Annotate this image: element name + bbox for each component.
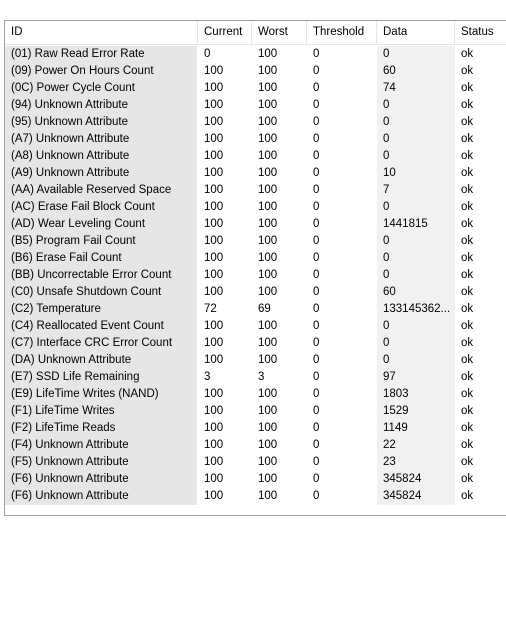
threshold-value: 0 bbox=[313, 82, 320, 94]
current-value: 0 bbox=[204, 48, 211, 60]
status-value: ok bbox=[461, 422, 474, 434]
current-value: 100 bbox=[204, 218, 224, 230]
current-value: 100 bbox=[204, 388, 224, 400]
current-value: 100 bbox=[204, 167, 224, 179]
attribute-id: (01) Raw Read Error Rate bbox=[5, 46, 197, 63]
threshold-value: 0 bbox=[313, 320, 320, 332]
raw-data-value: 74 bbox=[377, 80, 455, 97]
current-value: 100 bbox=[204, 320, 224, 332]
threshold-value: 0 bbox=[313, 439, 320, 451]
status-value: ok bbox=[461, 82, 474, 94]
worst-value: 100 bbox=[258, 82, 278, 94]
threshold-value: 0 bbox=[313, 371, 320, 383]
status-value: ok bbox=[461, 371, 474, 383]
raw-data-value: 345824 bbox=[377, 471, 455, 488]
table-row[interactable] bbox=[5, 233, 506, 250]
status-value: ok bbox=[461, 133, 474, 145]
worst-value: 100 bbox=[258, 354, 278, 366]
table-row[interactable] bbox=[5, 250, 506, 267]
raw-data-value: 1529 bbox=[377, 403, 455, 420]
status-value: ok bbox=[461, 167, 474, 179]
attribute-id: (F1) LifeTime Writes bbox=[5, 403, 197, 420]
status-value: ok bbox=[461, 252, 474, 264]
status-value: ok bbox=[461, 116, 474, 128]
worst-value: 100 bbox=[258, 473, 278, 485]
current-value: 100 bbox=[204, 354, 224, 366]
threshold-value: 0 bbox=[313, 133, 320, 145]
raw-data-value: 22 bbox=[377, 437, 455, 454]
threshold-value: 0 bbox=[313, 184, 320, 196]
raw-data-value: 0 bbox=[377, 148, 455, 165]
table-row[interactable] bbox=[5, 63, 506, 80]
threshold-value: 0 bbox=[313, 269, 320, 281]
status-value: ok bbox=[461, 456, 474, 468]
worst-value: 3 bbox=[258, 371, 265, 383]
table-row[interactable] bbox=[5, 437, 506, 454]
worst-value: 100 bbox=[258, 150, 278, 162]
attribute-id: (09) Power On Hours Count bbox=[5, 63, 197, 80]
table-row[interactable] bbox=[5, 301, 506, 318]
table-row[interactable] bbox=[5, 471, 506, 488]
status-value: ok bbox=[461, 235, 474, 247]
threshold-value: 0 bbox=[313, 303, 320, 315]
attribute-id: (AD) Wear Leveling Count bbox=[5, 216, 197, 233]
current-value: 3 bbox=[204, 371, 211, 383]
raw-data-value: 60 bbox=[377, 284, 455, 301]
raw-data-value: 7 bbox=[377, 182, 455, 199]
status-value: ok bbox=[461, 388, 474, 400]
worst-value: 100 bbox=[258, 269, 278, 281]
table-row[interactable] bbox=[5, 318, 506, 335]
current-value: 100 bbox=[204, 99, 224, 111]
table-row[interactable] bbox=[5, 80, 506, 97]
worst-value: 100 bbox=[258, 388, 278, 400]
attribute-id: (C4) Reallocated Event Count bbox=[5, 318, 197, 335]
attribute-id: (B6) Erase Fail Count bbox=[5, 250, 197, 267]
attribute-id: (C7) Interface CRC Error Count bbox=[5, 335, 197, 352]
status-value: ok bbox=[461, 150, 474, 162]
status-value: ok bbox=[461, 48, 474, 60]
threshold-value: 0 bbox=[313, 286, 320, 298]
status-value: ok bbox=[461, 99, 474, 111]
current-value: 100 bbox=[204, 201, 224, 213]
table-row[interactable] bbox=[5, 352, 506, 369]
attribute-id: (A8) Unknown Attribute bbox=[5, 148, 197, 165]
status-value: ok bbox=[461, 303, 474, 315]
column-header-id[interactable]: ID bbox=[5, 21, 198, 44]
current-value: 100 bbox=[204, 184, 224, 196]
attribute-id: (B5) Program Fail Count bbox=[5, 233, 197, 250]
attribute-id: (A9) Unknown Attribute bbox=[5, 165, 197, 182]
raw-data-value: 0 bbox=[377, 352, 455, 369]
threshold-value: 0 bbox=[313, 48, 320, 60]
attribute-id: (BB) Uncorrectable Error Count bbox=[5, 267, 197, 284]
attribute-id: (A7) Unknown Attribute bbox=[5, 131, 197, 148]
table-row[interactable] bbox=[5, 335, 506, 352]
current-value: 100 bbox=[204, 286, 224, 298]
attribute-id: (DA) Unknown Attribute bbox=[5, 352, 197, 369]
current-value: 100 bbox=[204, 490, 224, 502]
current-value: 100 bbox=[204, 65, 224, 77]
table-row[interactable] bbox=[5, 131, 506, 148]
worst-value: 100 bbox=[258, 116, 278, 128]
raw-data-value: 133145362... bbox=[377, 301, 455, 318]
column-header-status[interactable]: Status bbox=[461, 26, 494, 38]
threshold-value: 0 bbox=[313, 150, 320, 162]
raw-data-value: 23 bbox=[377, 454, 455, 471]
status-value: ok bbox=[461, 490, 474, 502]
threshold-value: 0 bbox=[313, 456, 320, 468]
status-value: ok bbox=[461, 65, 474, 77]
attribute-id: (95) Unknown Attribute bbox=[5, 114, 197, 131]
current-value: 100 bbox=[204, 473, 224, 485]
column-header-current[interactable]: Current bbox=[198, 21, 252, 44]
status-value: ok bbox=[461, 320, 474, 332]
threshold-value: 0 bbox=[313, 116, 320, 128]
current-value: 72 bbox=[204, 303, 217, 315]
attribute-id: (F6) Unknown Attribute bbox=[5, 471, 197, 488]
current-value: 100 bbox=[204, 337, 224, 349]
status-value: ok bbox=[461, 218, 474, 230]
threshold-value: 0 bbox=[313, 405, 320, 417]
threshold-value: 0 bbox=[313, 422, 320, 434]
status-value: ok bbox=[461, 337, 474, 349]
attribute-id: (0C) Power Cycle Count bbox=[5, 80, 197, 97]
threshold-value: 0 bbox=[313, 167, 320, 179]
raw-data-value: 0 bbox=[377, 131, 455, 148]
current-value: 100 bbox=[204, 82, 224, 94]
current-value: 100 bbox=[204, 252, 224, 264]
worst-value: 100 bbox=[258, 65, 278, 77]
attribute-id: (AA) Available Reserved Space bbox=[5, 182, 197, 199]
threshold-value: 0 bbox=[313, 252, 320, 264]
attribute-id: (E7) SSD Life Remaining bbox=[5, 369, 197, 386]
worst-value: 100 bbox=[258, 218, 278, 230]
raw-data-value: 345824 bbox=[377, 488, 455, 505]
worst-value: 100 bbox=[258, 133, 278, 145]
threshold-value: 0 bbox=[313, 201, 320, 213]
current-value: 100 bbox=[204, 235, 224, 247]
smart-attributes-list[interactable] bbox=[4, 20, 506, 516]
raw-data-value: 0 bbox=[377, 250, 455, 267]
worst-value: 100 bbox=[258, 99, 278, 111]
raw-data-value: 60 bbox=[377, 63, 455, 80]
table-row[interactable] bbox=[5, 148, 506, 165]
attribute-id: (C2) Temperature bbox=[5, 301, 197, 318]
raw-data-value: 1803 bbox=[377, 386, 455, 403]
raw-data-value: 0 bbox=[377, 46, 455, 63]
table-row[interactable] bbox=[5, 46, 506, 63]
worst-value: 100 bbox=[258, 337, 278, 349]
table-row[interactable] bbox=[5, 369, 506, 386]
attribute-id: (C0) Unsafe Shutdown Count bbox=[5, 284, 197, 301]
attribute-id: (94) Unknown Attribute bbox=[5, 97, 197, 114]
threshold-value: 0 bbox=[313, 65, 320, 77]
table-row[interactable] bbox=[5, 97, 506, 114]
attribute-id: (F6) Unknown Attribute bbox=[5, 488, 197, 505]
worst-value: 100 bbox=[258, 201, 278, 213]
raw-data-value: 0 bbox=[377, 267, 455, 284]
current-value: 100 bbox=[204, 269, 224, 281]
status-value: ok bbox=[461, 201, 474, 213]
column-header-threshold[interactable]: Threshold bbox=[307, 21, 377, 44]
status-value: ok bbox=[461, 354, 474, 366]
worst-value: 100 bbox=[258, 439, 278, 451]
table-row[interactable] bbox=[5, 114, 506, 131]
attribute-id: (F4) Unknown Attribute bbox=[5, 437, 197, 454]
worst-value: 100 bbox=[258, 320, 278, 332]
current-value: 100 bbox=[204, 422, 224, 434]
current-value: 100 bbox=[204, 150, 224, 162]
attribute-id: (E9) LifeTime Writes (NAND) bbox=[5, 386, 197, 403]
worst-value: 100 bbox=[258, 252, 278, 264]
raw-data-value: 0 bbox=[377, 199, 455, 216]
raw-data-value: 0 bbox=[377, 97, 455, 114]
status-value: ok bbox=[461, 286, 474, 298]
table-row[interactable] bbox=[5, 454, 506, 471]
attribute-id: (F2) LifeTime Reads bbox=[5, 420, 197, 437]
table-row[interactable] bbox=[5, 216, 506, 233]
raw-data-value: 0 bbox=[377, 335, 455, 352]
worst-value: 100 bbox=[258, 456, 278, 468]
threshold-value: 0 bbox=[313, 235, 320, 247]
table-row[interactable] bbox=[5, 488, 506, 505]
attribute-id: (F5) Unknown Attribute bbox=[5, 454, 197, 471]
status-value: ok bbox=[461, 184, 474, 196]
worst-value: 100 bbox=[258, 490, 278, 502]
current-value: 100 bbox=[204, 456, 224, 468]
threshold-value: 0 bbox=[313, 473, 320, 485]
current-value: 100 bbox=[204, 439, 224, 451]
status-value: ok bbox=[461, 269, 474, 281]
column-header-data[interactable]: Data bbox=[377, 21, 455, 44]
raw-data-value: 0 bbox=[377, 114, 455, 131]
table-row[interactable] bbox=[5, 267, 506, 284]
worst-value: 100 bbox=[258, 286, 278, 298]
worst-value: 100 bbox=[258, 167, 278, 179]
raw-data-value: 0 bbox=[377, 318, 455, 335]
raw-data-value: 10 bbox=[377, 165, 455, 182]
threshold-value: 0 bbox=[313, 218, 320, 230]
table-row[interactable] bbox=[5, 420, 506, 437]
worst-value: 100 bbox=[258, 184, 278, 196]
raw-data-value: 97 bbox=[377, 369, 455, 386]
threshold-value: 0 bbox=[313, 388, 320, 400]
worst-value: 100 bbox=[258, 405, 278, 417]
threshold-value: 0 bbox=[313, 354, 320, 366]
status-value: ok bbox=[461, 439, 474, 451]
table-row[interactable] bbox=[5, 403, 506, 420]
attribute-id: (AC) Erase Fail Block Count bbox=[5, 199, 197, 216]
worst-value: 100 bbox=[258, 235, 278, 247]
list-body bbox=[5, 45, 506, 505]
table-row[interactable] bbox=[5, 284, 506, 301]
table-row[interactable] bbox=[5, 165, 506, 182]
raw-data-value: 0 bbox=[377, 233, 455, 250]
worst-value: 100 bbox=[258, 422, 278, 434]
status-value: ok bbox=[461, 405, 474, 417]
column-header-worst[interactable]: Worst bbox=[252, 21, 307, 44]
status-value: ok bbox=[461, 473, 474, 485]
table-row[interactable] bbox=[5, 386, 506, 403]
list-header bbox=[5, 21, 506, 45]
current-value: 100 bbox=[204, 405, 224, 417]
raw-data-value: 1149 bbox=[377, 420, 455, 437]
table-row[interactable] bbox=[5, 182, 506, 199]
worst-value: 69 bbox=[258, 303, 271, 315]
raw-data-value: 1441815 bbox=[377, 216, 455, 233]
current-value: 100 bbox=[204, 116, 224, 128]
table-row[interactable] bbox=[5, 199, 506, 216]
current-value: 100 bbox=[204, 133, 224, 145]
worst-value: 100 bbox=[258, 48, 278, 60]
threshold-value: 0 bbox=[313, 99, 320, 111]
threshold-value: 0 bbox=[313, 490, 320, 502]
threshold-value: 0 bbox=[313, 337, 320, 349]
